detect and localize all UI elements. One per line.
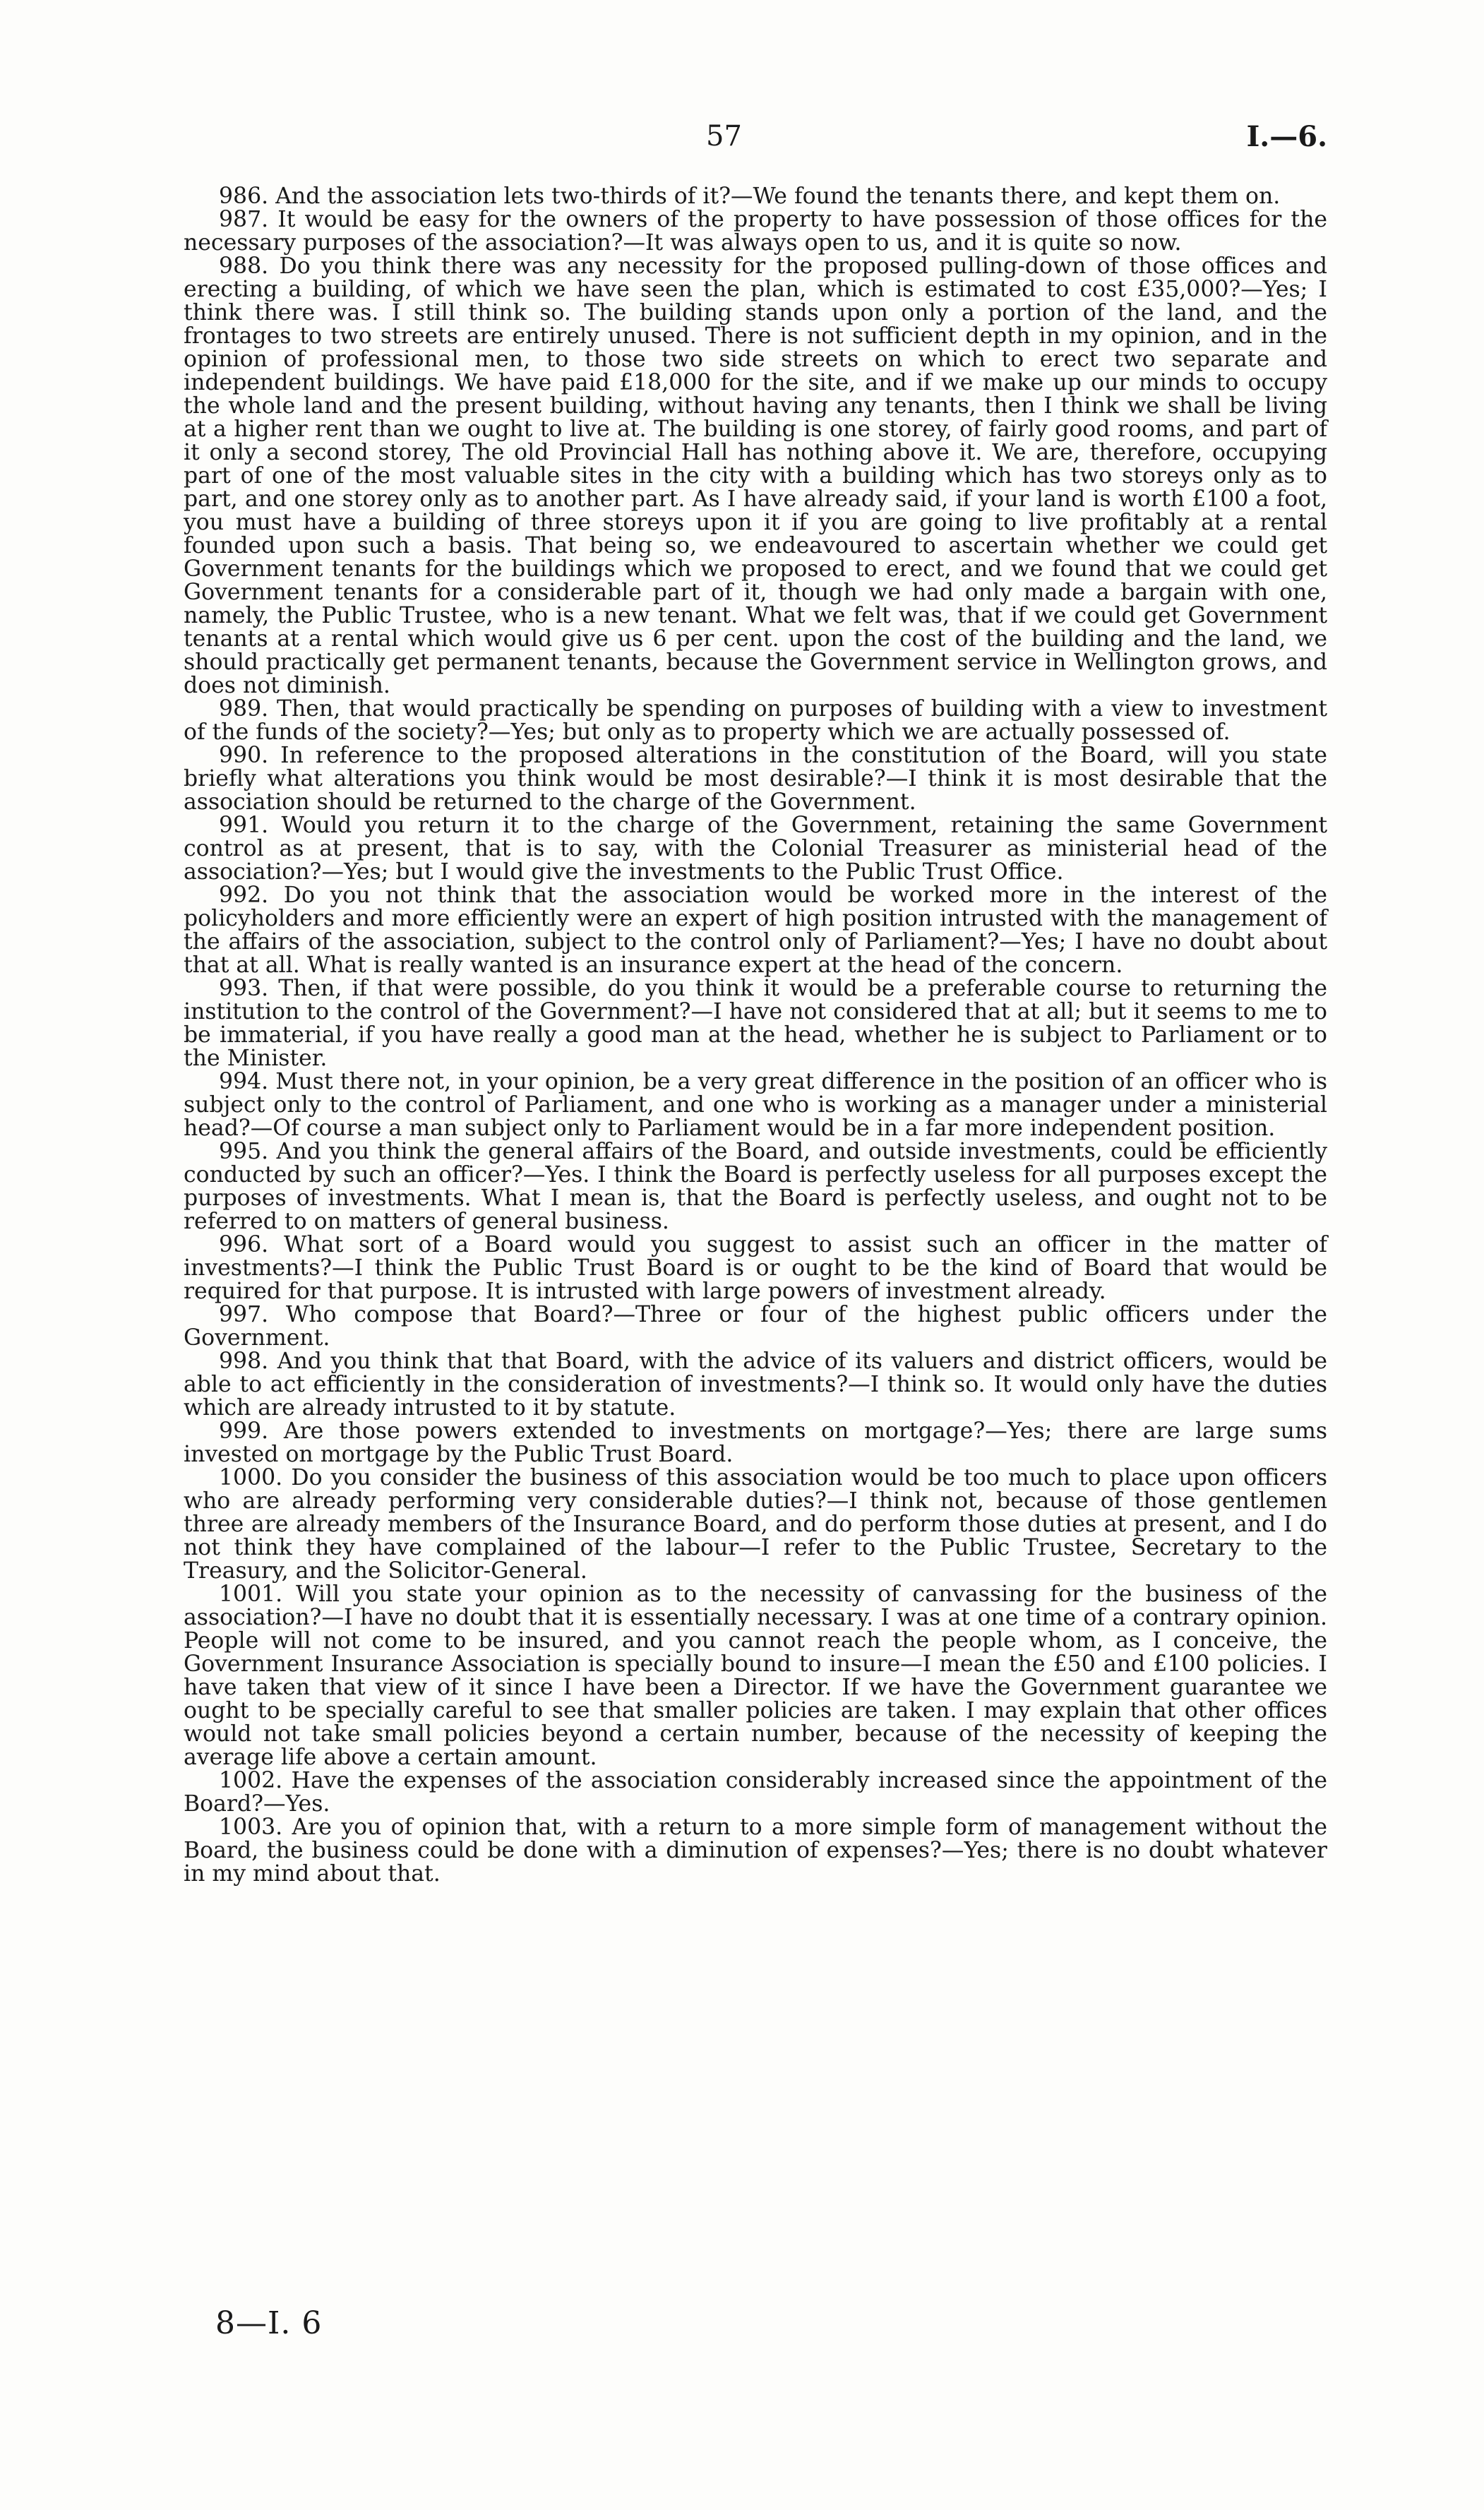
paragraph-989	[184, 698, 1327, 744]
document-reference: I.—6.	[1246, 120, 1327, 153]
question-number: 993.	[219, 976, 269, 1001]
paragraph-text: Do you not think that the association would be worked more in the interest of the policyholders and more efficiently were an expert of high position intrusted with the management of the affairs of the association, subject to the control only of Parliament?—Yes; I have no doubt about that at all. What is really wanted is an insurance expert at the head of the concern.	[184, 883, 1327, 978]
question-number: 1003.	[219, 1815, 283, 1840]
paragraph-996	[184, 1233, 1327, 1303]
paragraph-992	[184, 884, 1327, 977]
paragraph-986	[184, 185, 1327, 208]
question-number: 992.	[219, 883, 269, 908]
signature-mark: 8—I. 6	[215, 2305, 323, 2341]
page-header	[184, 120, 1327, 162]
paragraph-text: Would you return it to the charge of the Government, retaining the same Government control as at present, that is to say, with the Colonial Treasurer as ministerial head of the association?—Yes; but I would give the investments to the Public Trust Office.	[184, 813, 1327, 885]
question-number: 999.	[219, 1418, 269, 1444]
paragraph-987	[184, 208, 1327, 255]
paragraph-999	[184, 1420, 1327, 1466]
paragraph-text: And the association lets two-thirds of it?—We found the tenants there, and kept them on.	[275, 184, 1281, 209]
paragraph-998	[184, 1350, 1327, 1420]
paragraph-text: Are those powers extended to investments on mortgage?—Yes; there are large sums invested on mortgage by the Public Trust Board.	[184, 1418, 1327, 1467]
question-number: 990.	[219, 743, 269, 768]
paragraph-990	[184, 744, 1327, 814]
paragraph-993	[184, 977, 1327, 1070]
paragraph-1001	[184, 1583, 1327, 1769]
question-number: 988.	[219, 253, 269, 279]
paragraph-988	[184, 255, 1327, 698]
question-number: 991.	[219, 813, 269, 838]
paragraph-995	[184, 1140, 1327, 1233]
paragraph-text: And you think the general affairs of the Board, and outside investments, could be efficiently conducted by such an officer?—Yes. I think the Board is perfectly useless for all purposes except the purposes of investments. What I mean is, that the Board is perfectly useless, and ought not to be referred to on matters of general business.	[184, 1139, 1327, 1234]
paragraph-text: Will you state your opinion as to the necessity of canvassing for the business of the association?—I have no doubt that it is essentially necessary. I was at one time of a contrary opinion. People will not come to be insured, and you cannot reach the people whom, as I conceive, the Government Insurance Association is specially bound to insure—I mean the £50 and £100 policies. I have taken that view of it since I have been a Director. If we have the Government guarantee we ought to be specially careful to see that smaller policies are taken. I may explain that other offices would not take small policies beyond a certain number, because of the necessity of keeping the average life above a certain amount.	[184, 1582, 1327, 1770]
page-number: 57	[706, 120, 742, 153]
paragraph-1000	[184, 1466, 1327, 1583]
question-number: 1002.	[219, 1768, 283, 1793]
question-number: 995.	[219, 1139, 269, 1164]
paragraph-text: Are you of opinion that, with a return to a more simple form of management without the Board, the business could be done with a diminution of expenses?—Yes; there is no doubt whatever in my mind about that.	[184, 1815, 1328, 1887]
question-number: 989.	[219, 696, 269, 722]
paragraph-1002	[184, 1769, 1327, 1816]
paragraph-997	[184, 1303, 1327, 1350]
question-number: 986.	[219, 184, 269, 209]
paragraph-text: Have the expenses of the association considerably increased since the appointment of the Board?—Yes.	[184, 1768, 1327, 1817]
paragraph-text: Then, if that were possible, do you think it would be a preferable course to returning the institution to the control of the Government?—I have not considered that at all; but it seems to me to be immaterial, if you have really a good man at the head, whether he is subject to Parliament or to the Minister.	[184, 976, 1327, 1071]
paragraph-991	[184, 814, 1327, 884]
question-number: 1000.	[219, 1465, 283, 1490]
question-number: 987.	[219, 207, 269, 232]
paragraph-text: Who compose that Board?—Three or four of the highest public officers under the Government.	[184, 1302, 1328, 1351]
paragraph-text: Must there not, in your opinion, be a very great difference in the position of an officer who is subject only to the control of Parliament, and one who is working as a manager under a ministerial head?—Of course a man subject only to Parliament would be in a far more independent position.	[184, 1069, 1327, 1141]
question-number: 997.	[219, 1302, 269, 1327]
paragraph-text: What sort of a Board would you suggest to assist such an officer in the matter of investments?—I think the Public Trust Board is or ought to be the kind of Board that would be required for that purpose. It is intrusted with large powers of investment already.	[184, 1232, 1327, 1304]
paragraph-994	[184, 1070, 1327, 1140]
paragraph-text: Then, that would practically be spending on purposes of building with a view to investment of the funds of the society?—Yes; but only as to property which we are actually possessed of.	[184, 696, 1327, 745]
paragraph-text: In reference to the proposed alterations in the constitution of the Board, will you state briefly what alterations you think would be most desirable?—I think it is most desirable that the association should be returned to the charge of the Government.	[184, 743, 1327, 815]
question-number: 1001.	[219, 1582, 283, 1607]
paragraph-text: And you think that that Board, with the advice of its valuers and district officers, would be able to act efficiently in the consideration of investments?—I think so. It would only have the duties which are already intrusted to it by statute.	[184, 1349, 1327, 1421]
question-number: 998.	[219, 1349, 269, 1374]
paragraph-text: Do you consider the business of this association would be too much to place upon officers who are already performing very considerable duties?—I think not, because of those gentlemen three are already members of the Insurance Board, and do perform those duties at present, and I do not think they have complained of the labour—I refer to the Public Trustee, Secretary to the Treasury, and the Solicitor-General.	[184, 1465, 1327, 1584]
question-number: 994.	[219, 1069, 269, 1094]
evidence-body	[184, 185, 1327, 1886]
paragraph-1003	[184, 1816, 1327, 1886]
question-number: 996.	[219, 1232, 269, 1257]
paragraph-text: Do you think there was any necessity for the proposed pulling-down of those offices and erecting a building, of which we have seen the plan, which is estimated to cost £35,000?—Yes; I think there was. I still think so. The building stands upon only a portion of the land, and the frontages to two streets are entirely unused. There is not sufficient depth in my opinion, and in the opinion of professional men, to those two side streets on which to erect two separate and independent buildings. We have paid £18,000 for the site, and if we make up our minds to occupy the whole land and the present building, without having any tenants, then I think we shall be living at a higher rent than we ought to live at. The building is one storey, of fairly good rooms, and part of it only a second storey, The old Provincial Hall has nothing above it. We are, therefore, occupying part of one of the most valuable sites in the city with a building which has two storeys only as to part, and one storey only as to another part. As I have already said, if your land is worth £100 a foot, you must have a building of three storeys upon it if you are going to live profitably at a rental founded upon such a basis. That being so, we endeavoured to ascertain whether we could get Government tenants for the buildings which we proposed to erect, and we found that we could get Government tenants for a considerable part of it, though we had only made a bargain with one, namely, the Public Trustee, who is a new tenant. What we felt was, that if we could get Government tenants at a rental which would give us 6 per cent. upon the cost of the building and the land, we should practically get permanent tenants, because the Government service in Wellington grows, and does not diminish.	[184, 253, 1327, 698]
paragraph-text: It would be easy for the owners of the property to have possession of those offices for the necessary purposes of the association?—It was always open to us, and it is quite so now.	[184, 207, 1328, 256]
